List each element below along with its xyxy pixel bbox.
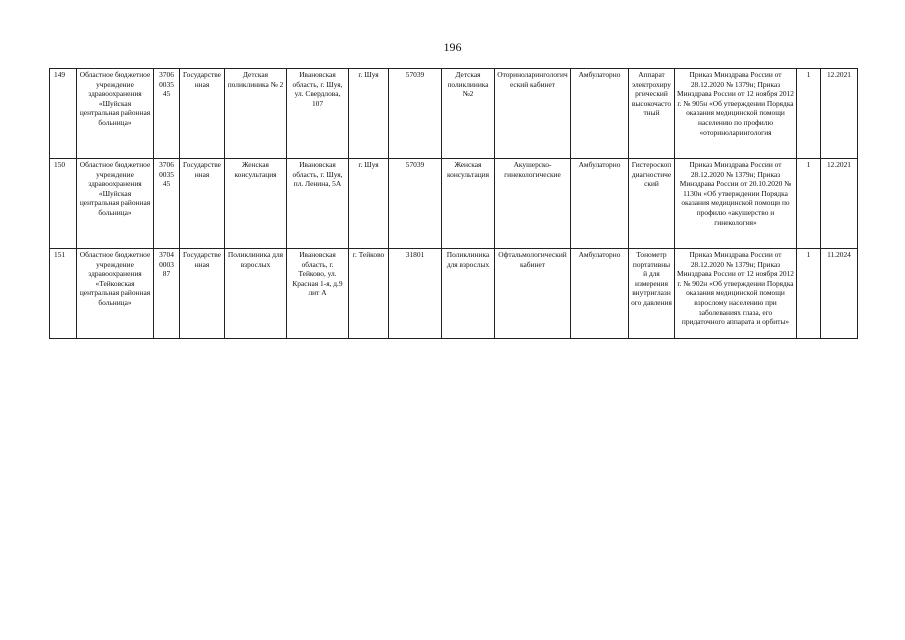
device-cell: Гистероскоп диагностический <box>629 159 675 249</box>
quantity-cell: 1 <box>797 69 821 159</box>
code-cell: 3706 0035 45 <box>154 69 180 159</box>
equipment-registry-table <box>49 68 858 339</box>
zip-cell: 57039 <box>389 159 442 249</box>
device-cell: Аппарат электрохирургический высокочастотный <box>629 69 675 159</box>
page-number: 196 <box>443 40 462 54</box>
unit-cell: Детская поликлиника № 2 <box>225 69 287 159</box>
date-cell: 11.2024 <box>821 249 858 339</box>
office-cell: Акушерско-гинекологические <box>495 159 571 249</box>
organization-cell: Областное бюджетное учреждение здравоохранения «Тейковская центральная районная больница» <box>77 249 154 339</box>
basis-cell: Приказ Минздрава России от 28.12.2020 № 1379н; Приказ Минздрава России от 12 ноября 2012 г. № 902н «Об утверждении Порядка оказания медицинской помощи взрослому населению при заболеваниях глаза, его придаточного аппарата и орбиты» <box>675 249 797 339</box>
table-row <box>50 249 858 339</box>
row-number-cell: 150 <box>50 159 77 249</box>
quantity-cell: 1 <box>797 159 821 249</box>
zip-cell: 57039 <box>389 69 442 159</box>
quantity-cell: 1 <box>797 249 821 339</box>
unit-cell: Поликлиника для взрослых <box>225 249 287 339</box>
row-number-cell: 149 <box>50 69 77 159</box>
care-type-cell: Амбулаторно <box>571 159 629 249</box>
care-type-cell: Амбулаторно <box>571 69 629 159</box>
office-cell: Офтальмологический кабинет <box>495 249 571 339</box>
table-row <box>50 69 858 159</box>
city-cell: г. Шуя <box>349 159 389 249</box>
office-cell: Оториноларингологический кабинет <box>495 69 571 159</box>
unit-cell: Женская консультация <box>225 159 287 249</box>
code-cell: 3704 0003 87 <box>154 249 180 339</box>
code-cell: 3706 0035 45 <box>154 159 180 249</box>
subdivision-cell: Поликлиника для взрослых <box>442 249 495 339</box>
device-cell: Тонометр портативный для измерения внутриглазного давления <box>629 249 675 339</box>
organization-cell: Областное бюджетное учреждение здравоохранения «Шуйская центральная районная больница» <box>77 159 154 249</box>
ownership-cell: Государственная <box>180 249 225 339</box>
care-type-cell: Амбулаторно <box>571 249 629 339</box>
subdivision-cell: Детская поликлиника №2 <box>442 69 495 159</box>
table-row <box>50 159 858 249</box>
address-cell: Ивановская область, г. Тейково, ул. Красная 1-я, д.9 лит А <box>287 249 349 339</box>
basis-cell: Приказ Минздрава России от 28.12.2020 № 1379н; Приказ Минздрава России от 12 ноября 2012 г. № 905н «Об утверждении Порядка оказания медицинской помощи населению по профилю «оториноларингология <box>675 69 797 159</box>
organization-cell: Областное бюджетное учреждение здравоохранения «Шуйская центральная районная больница» <box>77 69 154 159</box>
date-cell: 12.2021 <box>821 69 858 159</box>
ownership-cell: Государственная <box>180 69 225 159</box>
basis-cell: Приказ Минздрава России от 28.12.2020 № 1379н; Приказ Минздрава России от 20.10.2020 № 1130н «Об утверждении Порядка оказания медицинской помощи по профилю «акушерство и гинекология» <box>675 159 797 249</box>
city-cell: г. Тейково <box>349 249 389 339</box>
ownership-cell: Государственная <box>180 159 225 249</box>
address-cell: Ивановская область, г. Шуя, пл. Ленина, 5А <box>287 159 349 249</box>
address-cell: Ивановская область, г. Шуя, ул. Свердлова, 107 <box>287 69 349 159</box>
row-number-cell: 151 <box>50 249 77 339</box>
date-cell: 12.2021 <box>821 159 858 249</box>
city-cell: г. Шуя <box>349 69 389 159</box>
subdivision-cell: Женская консультация <box>442 159 495 249</box>
zip-cell: 31801 <box>389 249 442 339</box>
